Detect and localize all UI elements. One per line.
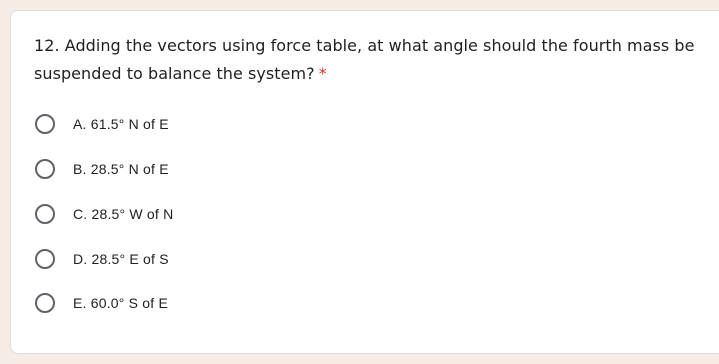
option-b[interactable]	[35, 157, 169, 181]
option-a[interactable]	[35, 112, 169, 136]
option-c[interactable]	[35, 202, 173, 226]
radio-circle-icon[interactable]	[35, 249, 55, 269]
question-title	[34, 32, 704, 88]
radio-circle-icon[interactable]	[35, 293, 55, 313]
radio-circle-icon[interactable]	[35, 114, 55, 134]
option-label: B. 28.5° N of E	[73, 161, 169, 177]
option-label: E. 60.0° S of E	[73, 295, 168, 311]
option-label: A. 61.5° N of E	[73, 116, 169, 132]
required-asterisk: *	[318, 64, 327, 83]
radio-circle-icon[interactable]	[35, 159, 55, 179]
option-label: C. 28.5° W of N	[73, 206, 174, 222]
option-d[interactable]	[35, 247, 169, 271]
question-card	[10, 10, 719, 354]
question-text: 12. Adding the vectors using force table, at what angle should the fourth mass be suspended to balance the system?	[34, 36, 695, 83]
radio-circle-icon[interactable]	[35, 204, 55, 224]
option-e[interactable]	[35, 291, 168, 315]
option-label: D. 28.5° E of S	[73, 251, 169, 267]
